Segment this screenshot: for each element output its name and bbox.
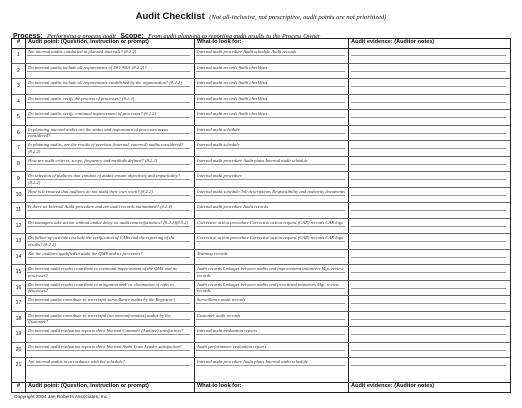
audit-evidence-cell[interactable] — [349, 343, 510, 358]
what-to-look-for-cell: Audit performance evaluation reports — [197, 343, 267, 349]
header-num: # — [16, 39, 21, 45]
title-main: Audit Checklist — [135, 11, 205, 22]
table-row — [12, 343, 510, 359]
row-number: 12 — [15, 222, 22, 229]
header-what-to-look-for: What to look for: — [197, 39, 242, 45]
row-number: 16 — [15, 284, 22, 291]
what-to-look-for-cell: Customer audit records — [197, 312, 241, 318]
audit-point-cell: Do internal audit evaluation reports show Internal Audit Team Leader satisfaction? — [28, 343, 182, 349]
row-number: 1 — [17, 52, 20, 58]
audit-point-cell: In planning audits, are the results of previous (internal, external) audits considered? (8.2.2) — [28, 142, 184, 154]
row-number: 2 — [17, 67, 20, 74]
row-number: 20 — [15, 346, 22, 353]
table-row — [12, 281, 510, 297]
audit-evidence-cell[interactable] — [349, 172, 510, 187]
footer-num: # — [16, 383, 21, 389]
table-row — [12, 95, 510, 111]
audit-point-cell: How is it ensured that auditors do not audit their own work? (8.2.2) — [28, 188, 153, 194]
table-footer-header — [12, 382, 510, 392]
what-to-look-for-cell: Internal audit procedure Audit plans Internal audit schedule — [197, 359, 308, 365]
title-note: (Not all-inclusive, not prescriptive, audit points are not prioritized) — [209, 14, 387, 21]
what-to-look-for-cell: Internal audit procedure Audit schedule Audit records — [197, 49, 297, 54]
table-row — [12, 203, 510, 219]
audit-point-cell: Do internal audit results contribute to continual improvement of the QMS and its processes? — [28, 266, 177, 278]
row-number: 14 — [15, 253, 22, 260]
audit-point-cell: In planning internal audits are the status and importance of processes areas considered? — [28, 126, 168, 138]
audit-evidence-cell[interactable] — [349, 312, 510, 327]
audit-point-cell: Are the auditors qualified to audit the QMS and its processes? — [28, 250, 143, 256]
audit-evidence-cell[interactable] — [349, 234, 510, 249]
audit-evidence-cell[interactable] — [349, 265, 510, 280]
audit-point-cell: Are internal audits in accordance with the schedule? — [28, 359, 126, 365]
table-row — [12, 327, 510, 343]
table-row — [12, 64, 510, 80]
table-row — [12, 48, 510, 64]
row-number: 15 — [15, 269, 22, 276]
audit-point-cell: Do internal audits include all requirements established by the organization? (8.2.2) — [28, 80, 182, 86]
what-to-look-for-cell: Surveillance audit records — [197, 297, 246, 303]
footer-what-to-look-for: What to look for: — [197, 383, 242, 389]
header-audit-point: Audit point: (Question, instruction or prompt) — [28, 39, 149, 45]
audit-point-cell: Do internal audit results contribute to mitigation and/ or elimination of risks to processes? — [28, 281, 174, 294]
audit-evidence-cell[interactable] — [349, 64, 510, 79]
audit-point-cell: Do internal audits contribute to successful (no nonconformities) audits by the Customer? — [28, 312, 171, 325]
table-row — [12, 358, 510, 374]
what-to-look-for-cell: Internal audit procedure Audit plans Internal audit schedule — [197, 157, 308, 163]
footer-audit-point: Audit point: (Question, instruction or prompt) — [28, 383, 149, 389]
row-number: 10 — [15, 191, 22, 198]
what-to-look-for-cell: Training records — [197, 250, 228, 256]
copyright: Copyright 2004 Jan Roberts Associates, Inc. — [14, 395, 109, 400]
row-number: 18 — [15, 315, 22, 322]
table-row — [12, 312, 510, 328]
audit-evidence-cell[interactable] — [349, 327, 510, 342]
audit-point-cell: Are internal audits conducted at planned intervals? (8.2.2) — [28, 49, 137, 54]
row-number: 9 — [17, 176, 20, 183]
what-to-look-for-cell: Audit records Linkages between audits and improvement initiatives Mgt. review records — [197, 266, 344, 278]
row-number: 3 — [17, 83, 20, 90]
row-number: 11 — [15, 207, 22, 214]
row-number: 19 — [15, 331, 22, 338]
scope-label: Scope: — [120, 33, 144, 40]
audit-evidence-cell[interactable] — [349, 250, 510, 265]
audit-point-cell: Do follow-up activities include the verification of CARs and the reporting of the results? (8.2.2) — [28, 235, 175, 247]
audit-point-cell: Do internal audit evaluation reports show Internal Customer (Auditee) satisfaction? — [28, 328, 184, 334]
audit-evidence-cell[interactable] — [349, 203, 510, 218]
what-to-look-for-cell: Corrective action procedure Corrective action request (CAR) records CAR logs — [197, 235, 343, 241]
what-to-look-for-cell: Internal audit schedule — [197, 142, 240, 148]
table-row — [12, 234, 510, 250]
table-row — [12, 265, 510, 281]
process-value: Performing a process audit — [47, 33, 116, 40]
table-row — [12, 126, 510, 142]
row-number: 6 — [17, 129, 20, 136]
what-to-look-for-cell: Internal audit procedure Audit records — [197, 204, 268, 210]
what-to-look-for-cell: Internal audit records Audit checklists — [197, 95, 268, 101]
table-row — [12, 157, 510, 173]
what-to-look-for-cell: Internal audit records Audit checklists — [197, 111, 268, 117]
table-row — [12, 296, 510, 312]
row-number: 5 — [17, 114, 20, 121]
table-row — [12, 188, 510, 204]
row-number: 7 — [17, 145, 20, 152]
row-number: 17 — [15, 300, 22, 307]
what-to-look-for-cell: Internal audit records Audit checklists — [197, 64, 268, 70]
audit-evidence-cell[interactable] — [349, 79, 510, 94]
header-audit-evidence: Audit evidence: (Auditor notes) — [351, 39, 435, 45]
audit-point-cell: Do managers take action without undue delay on audit nonconformities? (8.2.2)(8.5.2) — [28, 219, 188, 225]
what-to-look-for-cell: Corrective action procedure Corrective action request (CAR) records CAR logs — [197, 219, 343, 225]
what-to-look-for-cell: Internal audit schedule Job descriptions Responsibility and authority documents — [197, 188, 345, 194]
audit-evidence-cell[interactable] — [349, 48, 510, 63]
audit-evidence-cell[interactable] — [349, 157, 510, 172]
audit-evidence-cell[interactable] — [349, 358, 510, 374]
audit-evidence-cell[interactable] — [349, 188, 510, 203]
table-row — [12, 219, 510, 235]
audit-evidence-cell[interactable] — [349, 141, 510, 156]
audit-evidence-cell[interactable] — [349, 126, 510, 141]
row-number: 4 — [17, 98, 20, 105]
what-to-look-for-cell: Internal audit records Audit checklists — [197, 80, 268, 86]
audit-point-cell: Do selection of auditors that conduct of audits ensure objectivity and impartiality? (8.2.2) — [28, 173, 181, 185]
table-row — [12, 250, 510, 266]
row-number: 13 — [15, 238, 22, 245]
audit-point-cell: Do internal audits verify the process of processes? (8.2.2) — [28, 95, 135, 101]
table-body — [12, 48, 510, 383]
what-to-look-for-cell: Audit records Linkages between audits and prioritized initiatives Mgt. review records — [197, 281, 339, 294]
audit-point-cell: Is there an Internal Audit procedure and are audit records maintained? (4.2.4) — [28, 204, 173, 210]
audit-evidence-cell[interactable] — [349, 219, 510, 234]
audit-evidence-cell[interactable] — [349, 296, 510, 311]
row-number: 8 — [17, 160, 20, 167]
scope-value: From audit planning to reporting audit results to the Process Owner — [148, 33, 321, 40]
footer-audit-evidence: Audit evidence: (Auditor notes) — [351, 383, 435, 389]
page-title — [0, 6, 522, 24]
audit-point-cell: Do internal audits verify continual improvement of processes? (8.2.2) — [28, 111, 157, 117]
what-to-look-for-cell: Internal audit schedule — [197, 126, 240, 132]
audit-evidence-cell[interactable] — [349, 281, 510, 296]
table-row — [12, 79, 510, 95]
checklist-table — [11, 38, 511, 393]
what-to-look-for-cell: Internal audit evaluation reports — [197, 328, 258, 334]
table-row — [12, 172, 510, 188]
what-to-look-for-cell: Internal audit procedure — [197, 173, 243, 179]
audit-point-cell: Do internal audits contribute to successful surveillance audits by the Registrar? — [28, 297, 176, 303]
audit-evidence-cell[interactable] — [349, 95, 510, 110]
table-row — [12, 110, 510, 126]
row-number: 21 — [15, 362, 22, 369]
audit-evidence-cell[interactable] — [349, 110, 510, 125]
table-row — [12, 141, 510, 157]
audit-point-cell: How are audit criteria, scope, frequency and methods defined? (8.2.2) — [28, 157, 158, 163]
process-label: Process: — [13, 33, 43, 40]
audit-point-cell: Do internal audits include all requirements of ISO 9001 (8.2.2)? — [28, 64, 147, 70]
